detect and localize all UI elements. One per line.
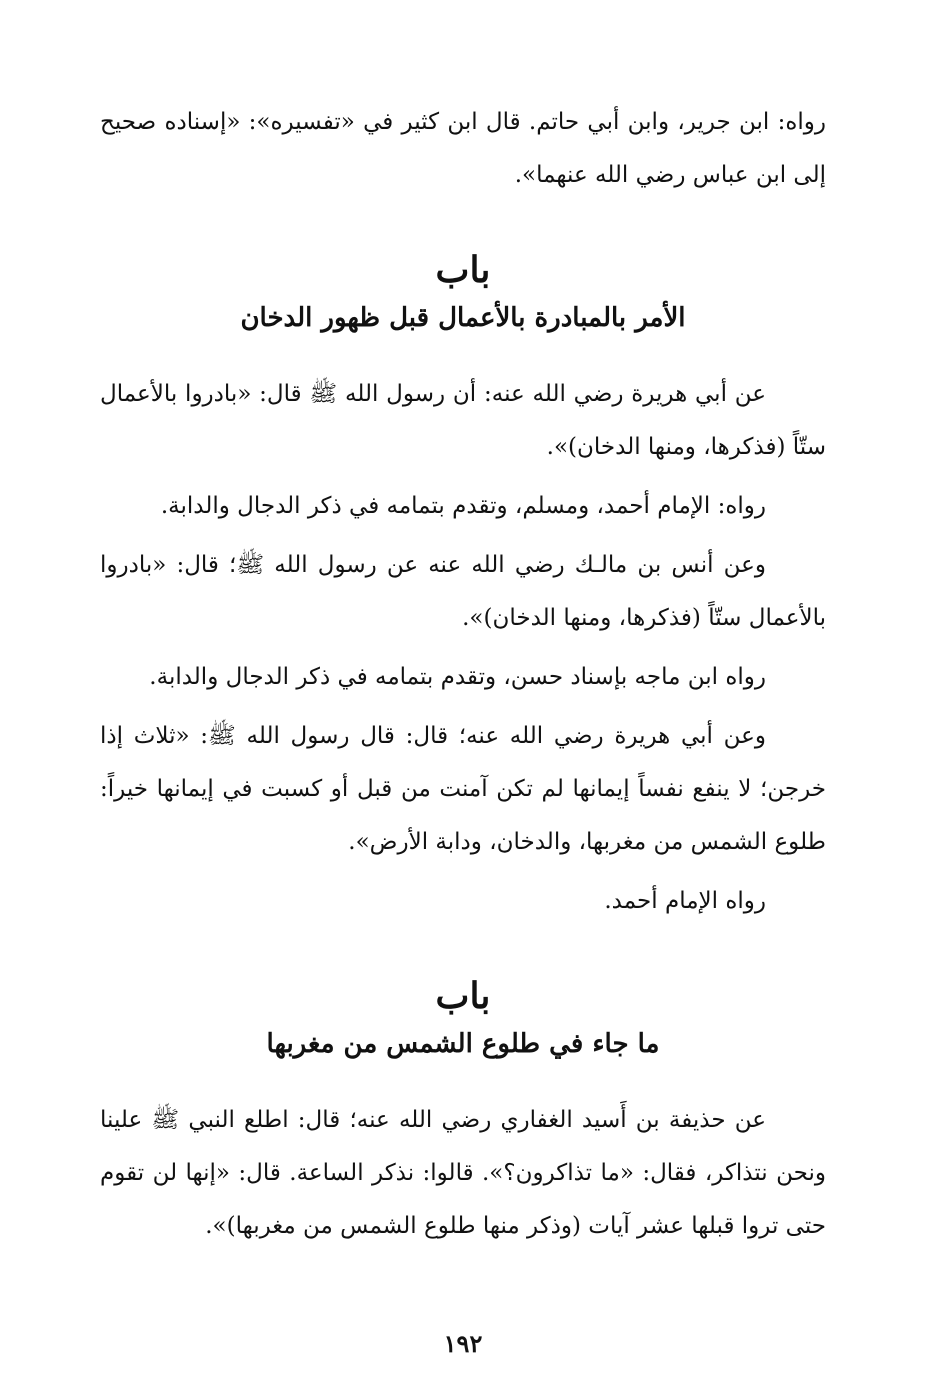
page-number: ١٩٢	[443, 1329, 483, 1358]
section-heading-bab-2: باب	[435, 975, 491, 1017]
paragraph-hadith-abu-hurayra-1: عن أبي هريرة رضي الله عنه: أن رسول الله ﷺ قال: «بادروا بالأعمال ستّاً (فذكرها، ومنها الدخان)».	[100, 381, 826, 460]
paragraph-narration-3: رواه الإمام أحمد.	[604, 888, 766, 914]
section-heading-bab-1: باب	[435, 249, 491, 291]
paragraph-hadith-hudhayfa: عن حذيفة بن أَسيد الغفاري رضي الله عنه؛ قال: اطلع النبي ﷺ علينا ونحن نتذاكر، فقال: «ما تذاكرون؟». قالوا: نذكر الساعة. قال: «إنها لن تقوم حتى تروا قبلها عشر آيات (وذكر منها طلوع الشمس من مغربها)».	[100, 1107, 826, 1239]
paragraph-narration-2: رواه ابن ماجه بإسناد حسن، وتقدم بتمامه في ذكر الدجال والدابة.	[149, 664, 766, 690]
section-title-1: الأمر بالمبادرة بالأعمال قبل ظهور الدخان	[240, 303, 686, 333]
section-title-2: ما جاء في طلوع الشمس من مغربها	[266, 1029, 660, 1059]
paragraph-hadith-abu-hurayra-2: وعن أبي هريرة رضي الله عنه؛ قال: قال رسول الله ﷺ: «ثلاث إذا خرجن؛ لا ينفع نفساً إيمانها لم تكن آمنت من قبل أو كسبت في إيمانها خيراً: طلوع الشمس من مغربها، والدخان، ودابة الأرض».	[100, 723, 826, 855]
page-content	[100, 96, 826, 1358]
paragraph-hadith-anas: وعن أنس بن مالـك رضي الله عنه عن رسول الله ﷺ؛ قال: «بادروا بالأعمال ستّاً (فذكرها، ومنها الدخان)».	[100, 552, 826, 631]
paragraph-narration-1: رواه: الإمام أحمد، ومسلم، وتقدم بتمامه في ذكر الدجال والدابة.	[160, 493, 766, 519]
intro-paragraph: رواه: ابن جرير، وابن أبي حاتم. قال ابن كثير في «تفسيره»: «إسناده صحيح إلى ابن عباس رضي الله عنهما».	[100, 109, 826, 188]
